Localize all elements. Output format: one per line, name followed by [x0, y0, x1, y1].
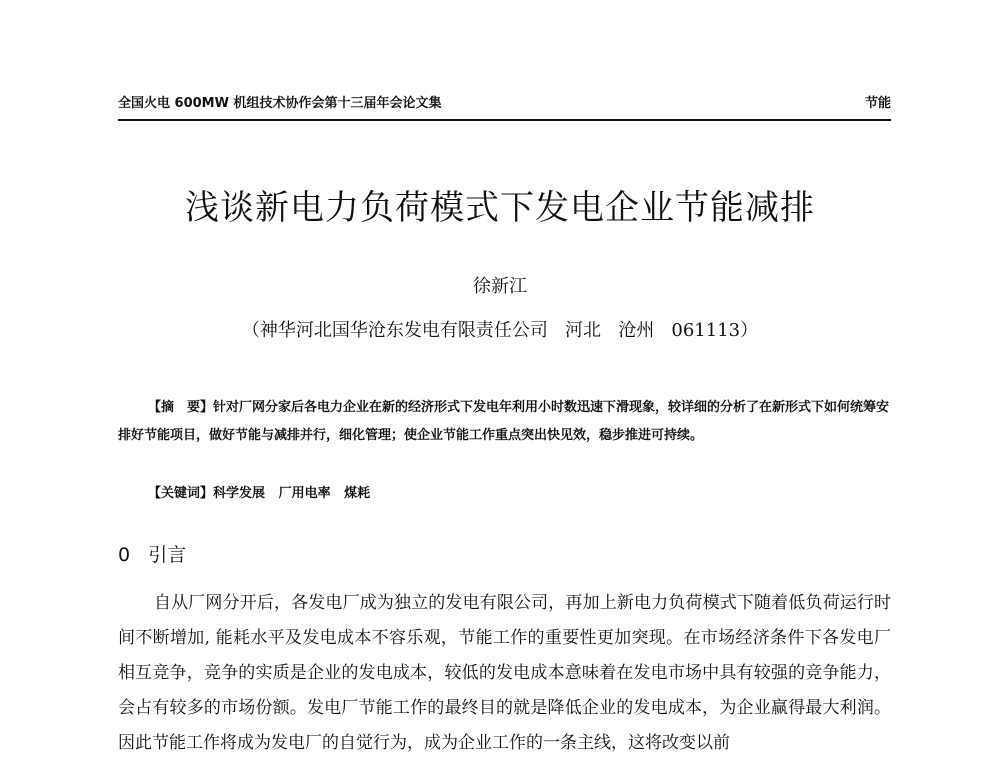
author-affiliation: （神华河北国华沧东发电有限责任公司 河北 沧州 061113） [241, 320, 759, 341]
section-tag: 节能 [864, 96, 891, 111]
paper-title: 浅谈新电力负荷模式下发电企业节能减排 [185, 188, 815, 228]
journal-name: 全国火电 600MW 机组技术协作会第十三届年会论文集 [118, 96, 442, 111]
section-heading: 0 引言 [118, 544, 187, 566]
keywords-label: 【关键词】 [148, 486, 214, 501]
abstract-label: 【摘 要】 [148, 400, 214, 415]
running-header [118, 92, 891, 121]
author-name: 徐新江 [473, 276, 527, 297]
abstract [118, 394, 891, 450]
keywords-text: 科学发展 厂用电率 煤耗 [213, 486, 371, 501]
keywords [148, 482, 370, 506]
body-paragraph: 自从厂网分开后，各发电厂成为独立的发电有限公司，再加上新电力负荷模式下随着低负荷运行时间不断增加, 能耗水平及发电成本不容乐观，节能工作的重要性更加突现。在市场经济条件下各发电厂相互竞争，竞争的实质是企业的发电成本，较低的发电成本意味着在发电市场中具有较强的竞争能力，会占有较多的市场份额。发电厂节能工作的最终目的就是降低企业的发电成本，为企业赢得最大利润。因此节能工作将成为发电厂的自觉行为，成为企业工作的一条主线，这将改变以前 [118, 593, 891, 753]
abstract-text: 针对厂网分家后各电力企业在新的经济形式下发电年利用小时数迅速下滑现象，较详细的分析了在新形式下如何统筹安排好节能项目，做好节能与减排并行，细化管理；使企业节能工作重点突出快见效，稳步推进可持续。 [118, 400, 890, 443]
